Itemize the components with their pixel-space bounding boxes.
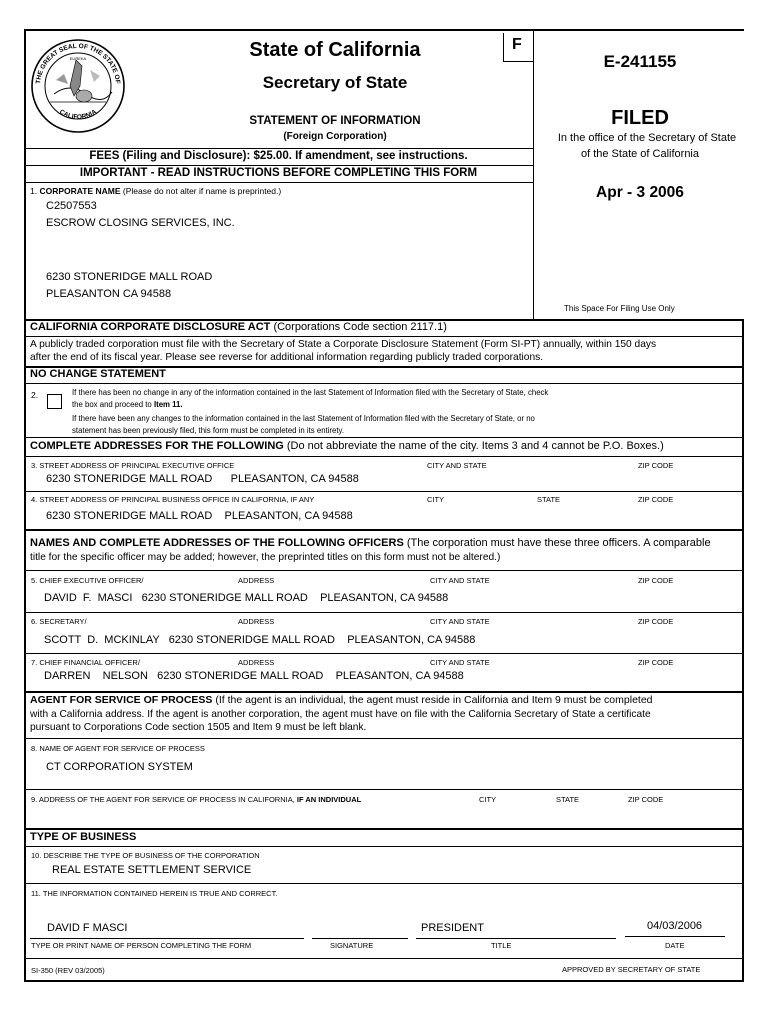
- state-seal: [30, 36, 126, 136]
- filing-office-line1: In the office of the Secretary of State: [557, 132, 737, 144]
- no-change-text-line4: statement has been previously filed, this form must be completed in its entirety.: [72, 426, 345, 435]
- no-change-checkbox[interactable]: [47, 394, 62, 409]
- department-title: Secretary of State: [262, 73, 408, 92]
- name-underline: [30, 938, 304, 939]
- addresses-heading-note: (Do not abbreviate the name of the city. Items 3 and 4 cannot be P.O. Boxes.): [286, 440, 664, 452]
- item5-zip-label: ZIP CODE: [638, 576, 674, 585]
- item4-city-label: CITY: [427, 495, 445, 504]
- item1-label-bold: CORPORATE NAME: [39, 186, 121, 196]
- disclosure-heading: [30, 322, 447, 333]
- agent-heading: [30, 695, 653, 706]
- item6-value: SCOTT D. MCKINLAY 6230 STONERIDGE MALL ROAD PLEASANTON, CA 94588: [44, 634, 476, 646]
- form-code: F: [512, 36, 522, 53]
- officers-heading-bold: NAMES AND COMPLETE ADDRESSES OF THE FOLLOWING OFFICERS: [30, 537, 404, 549]
- item5-value: DAVID F. MASCI 6230 STONERIDGE MALL ROAD PLEASANTON, CA 94588: [44, 592, 449, 604]
- item6-zip-label: ZIP CODE: [638, 617, 674, 626]
- item7-value: DARREN NELSON 6230 STONERIDGE MALL ROAD PLEASANTON, CA 94588: [44, 670, 464, 682]
- officers-heading: [30, 538, 711, 549]
- seal-text-top: THE GREAT SEAL OF THE STATE OF: [35, 42, 121, 85]
- item5-city-label: CITY AND STATE: [430, 576, 490, 585]
- addresses-heading: [30, 441, 664, 452]
- item1-num: 1.: [30, 186, 38, 196]
- filing-date: Apr - 3 2006: [596, 184, 684, 201]
- no-change-item-num: 2.: [31, 390, 39, 400]
- seal-motto: EUREKA: [69, 56, 87, 61]
- item5-address-label: ADDRESS: [238, 576, 275, 585]
- no-change-text-line2: [72, 401, 183, 409]
- state-title: State of California: [249, 39, 421, 61]
- item7-zip-label: ZIP CODE: [638, 658, 674, 667]
- important-line: IMPORTANT - READ INSTRUCTIONS BEFORE COMPLETING THIS FORM: [79, 167, 478, 179]
- signature-underline: [312, 938, 408, 939]
- item4-state-label: STATE: [537, 495, 561, 504]
- officers-heading-line2: title for the specific officer may be added; however, the preprinted titles on this form must not be altered.): [30, 552, 501, 563]
- item1-label: [30, 187, 281, 196]
- signer-title: PRESIDENT: [421, 922, 484, 934]
- title-caption: TITLE: [491, 941, 512, 950]
- disclosure-text-line1: A publicly traded corporation must file with the Secretary of State a Corporate Disclosure Statement (Form SI-PT) annually, within 150 days: [30, 339, 657, 350]
- seal-text-bottom: CALIFORNIA: [58, 108, 98, 121]
- item9-city-label: CITY: [479, 795, 497, 804]
- disclosure-heading-note: (Corporations Code section 2117.1): [273, 321, 447, 333]
- signer-name: DAVID F MASCI: [47, 922, 128, 934]
- signature-caption: SIGNATURE: [330, 941, 374, 950]
- no-change-text-line1: If there has been no change in any of the information contained in the last Statement of Information filed with the Secretary of State, check: [72, 388, 549, 397]
- item8-label: 8. NAME OF AGENT FOR SERVICE OF PROCESS: [31, 744, 205, 753]
- disclosure-heading-bold: CALIFORNIA CORPORATE DISCLOSURE ACT: [30, 321, 271, 333]
- business-heading: TYPE OF BUSINESS: [30, 831, 137, 843]
- disclosure-text-line2: after the end of its fiscal year. Please see reverse for additional information regarding publicly traded corporations.: [30, 352, 544, 363]
- item7-label: 7. CHIEF FINANCIAL OFFICER/: [31, 658, 140, 667]
- item6-city-label: CITY AND STATE: [430, 617, 490, 626]
- item4-zip-label: ZIP CODE: [638, 495, 674, 504]
- item5-label: 5. CHIEF EXECUTIVE OFFICER/: [31, 576, 144, 585]
- officers-heading-note: (The corporation must have these three officers. A comparable: [406, 537, 711, 549]
- agent-heading-note: (If the agent is an individual, the agent must reside in California and Item 9 must be completed: [215, 694, 653, 706]
- item8-value: CT CORPORATION SYSTEM: [46, 761, 193, 773]
- form-subtitle: (Foreign Corporation): [283, 131, 387, 142]
- item10-value: REAL ESTATE SETTLEMENT SERVICE: [52, 864, 252, 876]
- fees-line: FEES (Filing and Disclosure): $25.00. If amendment, see instructions.: [89, 150, 468, 162]
- item9-label-bold: IF AN INDIVIDUAL: [296, 795, 362, 804]
- agent-text-line3: pursuant to Corporations Code section 1505 and Item 9 must be left blank.: [30, 722, 367, 733]
- item6-address-label: ADDRESS: [238, 617, 275, 626]
- item11-label: 11. THE INFORMATION CONTAINED HEREIN IS TRUE AND CORRECT.: [31, 889, 278, 898]
- filing-space-note: This Space For Filing Use Only: [564, 304, 675, 313]
- filed-stamp: FILED: [611, 107, 669, 129]
- item9-state-label: STATE: [556, 795, 580, 804]
- form-title: STATEMENT OF INFORMATION: [249, 115, 421, 127]
- filing-office-line2: of the State of California: [580, 148, 699, 160]
- addresses-heading-bold: COMPLETE ADDRESSES FOR THE FOLLOWING: [30, 440, 284, 452]
- item9-label: [31, 796, 361, 804]
- item9-zip-label: ZIP CODE: [628, 795, 664, 804]
- no-change-text-line3: If there have been any changes to the information contained in the last Statement of Information filed with the Secretary of State, or no: [72, 414, 535, 423]
- signed-date: 04/03/2006: [647, 920, 703, 932]
- no-change-text-line2a: the box and proceed to: [72, 400, 154, 409]
- item3-label: 3. STREET ADDRESS OF PRINCIPAL EXECUTIVE OFFICE: [31, 461, 235, 470]
- item4-value: 6230 STONERIDGE MALL ROAD PLEASANTON, CA 94588: [46, 510, 353, 522]
- item1-label-note: (Please do not alter if name is preprinted.): [122, 186, 282, 196]
- date-caption: DATE: [665, 941, 685, 950]
- item3-value: 6230 STONERIDGE MALL ROAD PLEASANTON, CA 94588: [46, 473, 359, 485]
- agent-text-line2: with a California address. If the agent is another corporation, the agent must have on file with the California Secretary of State a certificate: [30, 709, 651, 720]
- approved-note: APPROVED BY SECRETARY OF STATE: [562, 965, 701, 974]
- corporate-address-line2: PLEASANTON CA 94588: [46, 288, 172, 300]
- corporate-number: C2507553: [46, 200, 97, 212]
- no-change-item11-ref: Item 11.: [153, 400, 183, 409]
- item6-label: 6. SECRETARY/: [31, 617, 87, 626]
- filing-number: E-241155: [603, 52, 677, 71]
- svg-text:CALIFORNIA: [58, 108, 98, 121]
- agent-heading-bold: AGENT FOR SERVICE OF PROCESS: [30, 694, 213, 706]
- corporate-address-line1: 6230 STONERIDGE MALL ROAD: [46, 271, 213, 283]
- corporate-name: ESCROW CLOSING SERVICES, INC.: [46, 217, 235, 229]
- item10-label: 10. DESCRIBE THE TYPE OF BUSINESS OF THE CORPORATION: [31, 851, 260, 860]
- item3-city-label: CITY AND STATE: [427, 461, 487, 470]
- item9-label-text: 9. ADDRESS OF THE AGENT FOR SERVICE OF PROCESS IN CALIFORNIA,: [31, 795, 295, 804]
- item3-zip-label: ZIP CODE: [638, 461, 674, 470]
- no-change-heading: NO CHANGE STATEMENT: [30, 368, 166, 380]
- date-underline: [625, 936, 725, 937]
- title-underline: [416, 938, 616, 939]
- item4-label: 4. STREET ADDRESS OF PRINCIPAL BUSINESS OFFICE IN CALIFORNIA, IF ANY: [31, 495, 315, 504]
- item7-address-label: ADDRESS: [238, 658, 275, 667]
- name-caption: TYPE OR PRINT NAME OF PERSON COMPLETING THE FORM: [31, 941, 252, 950]
- form-id: SI-350 (REV 03/2005): [31, 966, 105, 975]
- item7-city-label: CITY AND STATE: [430, 658, 490, 667]
